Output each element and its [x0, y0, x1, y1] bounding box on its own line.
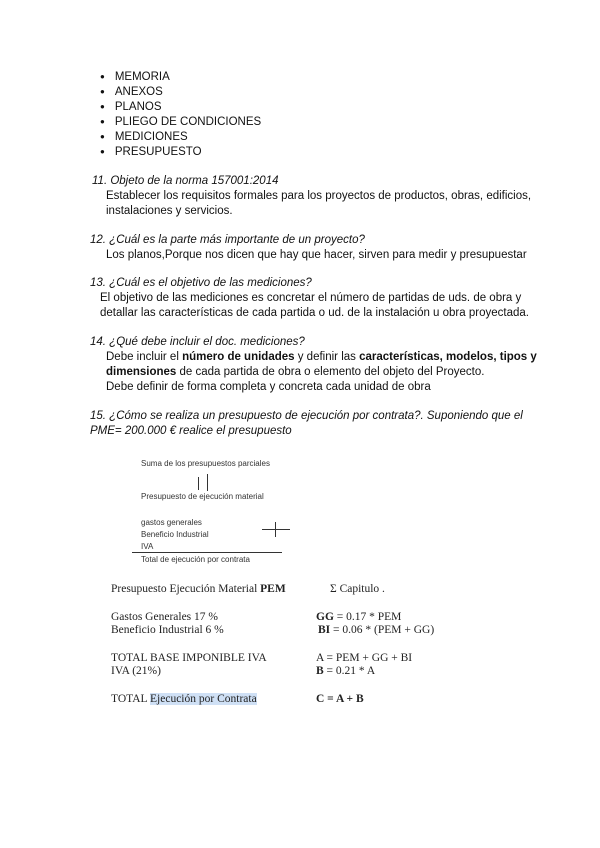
question-15-line2: PME= 200.000 € realice el presupuesto — [90, 425, 292, 437]
diagram-label: Total de ejecución por contrata — [141, 555, 250, 564]
answer-14-line3: Debe definir de forma completa y concreta cada unidad de obra — [106, 381, 431, 393]
question-15-line1: 15. ¿Cómo se realiza un presupuesto de ejecución por contrata?. Suponiendo que el — [90, 410, 523, 422]
list-item: ● PLANOS — [100, 100, 261, 115]
table-row-formula: A = PEM + GG + BI — [316, 652, 413, 664]
diagram-label: IVA — [141, 542, 154, 551]
answer-12: Los planos,Porque nos dicen que hay que hacer, sirven para medir y presupuestar — [106, 249, 527, 261]
table-row-formula: BI = 0.06 * (PEM + GG) — [318, 624, 435, 636]
table-row-label: IVA (21%) — [111, 665, 161, 677]
diagram-label: gastos generales — [141, 518, 202, 527]
answer-13-line2: detallar las características de cada partida o ud. de la instalación u obra proyectada. — [100, 307, 529, 319]
table-row-formula: Σ Capitulo . — [330, 583, 385, 595]
question-11: 11. Objeto de la norma 157001:2014 — [92, 175, 279, 187]
diagram-label: Beneficio Industrial — [141, 530, 209, 539]
diagram-label: Suma de los presupuestos parciales — [141, 459, 270, 468]
text-selection-highlight: Ejecución por Contrata — [150, 693, 257, 705]
table-row-formula: GG = 0.17 * PEM — [316, 611, 402, 623]
answer-11-line2: instalaciones y servicios. — [106, 205, 233, 217]
table-row-label: Presupuesto Ejecución Material PEM — [111, 583, 286, 595]
answer-11-line1: Establecer los requisitos formales para los proyectos de productos, obras, edificios, — [106, 190, 532, 202]
list-item: ● PRESUPUESTO — [100, 145, 261, 160]
table-row-formula: C = A + B — [316, 693, 364, 705]
document-list — [100, 70, 261, 160]
list-item: ● MEMORIA — [100, 70, 261, 85]
answer-13-line1: El objetivo de las mediciones es concretar el número de partidas de uds. de obra y — [100, 292, 522, 304]
table-row-label: Beneficio Industrial 6 % — [111, 624, 224, 636]
table-row-label: TOTAL BASE IMPONIBLE IVA — [111, 652, 267, 664]
table-row-formula: B = 0.21 * A — [316, 665, 376, 677]
table-row-label: TOTAL Ejecución por Contrata — [111, 693, 257, 705]
question-14: 14. ¿Qué debe incluir el doc. mediciones? — [90, 336, 305, 348]
question-13: 13. ¿Cuál es el objetivo de las mediciones? — [90, 277, 312, 289]
question-12: 12. ¿Cuál es la parte más importante de un proyecto? — [90, 234, 365, 246]
answer-14-line1: Debe incluir el número de unidades y definir las características, modelos, tipos y — [106, 351, 537, 363]
table-row-label: Gastos Generales 17 % — [111, 611, 218, 623]
list-item: ● PLIEGO DE CONDICIONES — [100, 115, 261, 130]
list-item: ● ANEXOS — [100, 85, 261, 100]
diagram-label: Presupuesto de ejecución material — [141, 492, 264, 501]
answer-14-line2: dimensiones de cada partida de obra o elemento del objeto del Proyecto. — [106, 366, 485, 378]
list-item: ● MEDICIONES — [100, 130, 261, 145]
